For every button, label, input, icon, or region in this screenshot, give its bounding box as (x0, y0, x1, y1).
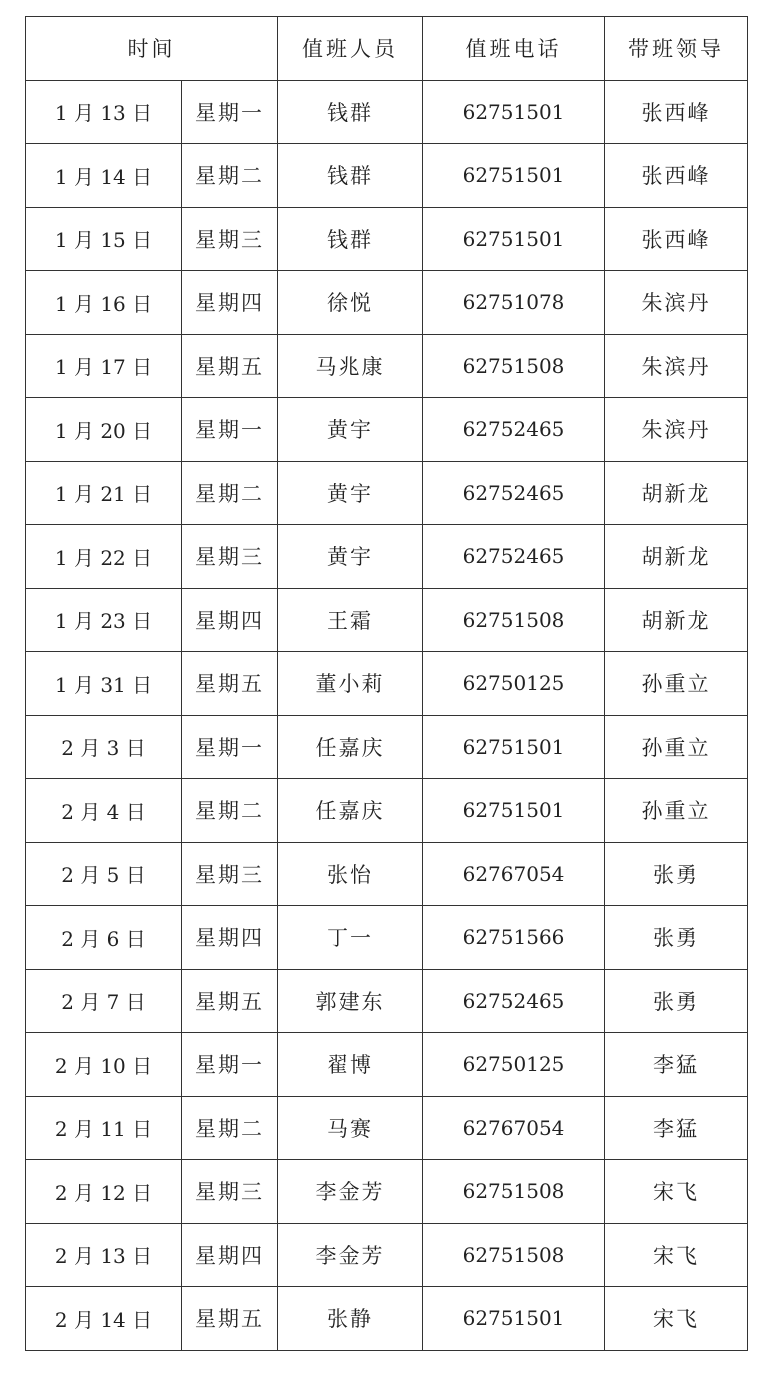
phone-cell: 62751501 (423, 1287, 605, 1351)
person-cell: 丁一 (278, 906, 423, 970)
person-cell: 张怡 (278, 842, 423, 906)
weekday-cell: 星期三 (182, 207, 278, 271)
leader-cell: 朱滨丹 (605, 334, 748, 398)
leader-cell: 胡新龙 (605, 588, 748, 652)
date-cell: 1 月 20 日 (26, 398, 182, 462)
table-row (26, 207, 748, 271)
weekday-cell: 星期三 (182, 842, 278, 906)
table-row (26, 1223, 748, 1287)
person-cell: 钱群 (278, 207, 423, 271)
table-row (26, 842, 748, 906)
leader-cell: 张西峰 (605, 144, 748, 208)
duty-schedule-table (25, 16, 748, 1351)
table-row (26, 652, 748, 716)
phone-cell: 62751078 (423, 271, 605, 335)
header-phone: 值班电话 (423, 17, 605, 81)
phone-cell: 62751508 (423, 334, 605, 398)
table-row (26, 1096, 748, 1160)
table-row (26, 588, 748, 652)
phone-cell: 62751508 (423, 1160, 605, 1224)
date-cell: 1 月 22 日 (26, 525, 182, 589)
leader-cell: 张勇 (605, 969, 748, 1033)
weekday-cell: 星期二 (182, 144, 278, 208)
person-cell: 翟博 (278, 1033, 423, 1097)
phone-cell: 62751508 (423, 1223, 605, 1287)
date-cell: 1 月 21 日 (26, 461, 182, 525)
weekday-cell: 星期一 (182, 80, 278, 144)
date-cell: 2 月 10 日 (26, 1033, 182, 1097)
weekday-cell: 星期五 (182, 969, 278, 1033)
date-cell: 2 月 5 日 (26, 842, 182, 906)
table-header (26, 17, 748, 81)
weekday-cell: 星期四 (182, 1223, 278, 1287)
weekday-cell: 星期三 (182, 1160, 278, 1224)
leader-cell: 孙重立 (605, 779, 748, 843)
table-row (26, 461, 748, 525)
date-cell: 2 月 13 日 (26, 1223, 182, 1287)
person-cell: 任嘉庆 (278, 779, 423, 843)
person-cell: 李金芳 (278, 1160, 423, 1224)
weekday-cell: 星期一 (182, 1033, 278, 1097)
weekday-cell: 星期五 (182, 652, 278, 716)
weekday-cell: 星期四 (182, 588, 278, 652)
leader-cell: 朱滨丹 (605, 271, 748, 335)
person-cell: 钱群 (278, 144, 423, 208)
weekday-cell: 星期一 (182, 398, 278, 462)
table-row (26, 1033, 748, 1097)
weekday-cell: 星期二 (182, 779, 278, 843)
person-cell: 任嘉庆 (278, 715, 423, 779)
date-cell: 2 月 11 日 (26, 1096, 182, 1160)
phone-cell: 62752465 (423, 969, 605, 1033)
phone-cell: 62751501 (423, 144, 605, 208)
person-cell: 马兆康 (278, 334, 423, 398)
weekday-cell: 星期一 (182, 715, 278, 779)
phone-cell: 62751501 (423, 715, 605, 779)
table-row (26, 525, 748, 589)
person-cell: 李金芳 (278, 1223, 423, 1287)
phone-cell: 62751566 (423, 906, 605, 970)
leader-cell: 张勇 (605, 842, 748, 906)
phone-cell: 62751508 (423, 588, 605, 652)
date-cell: 2 月 12 日 (26, 1160, 182, 1224)
phone-cell: 62752465 (423, 398, 605, 462)
header-row (26, 17, 748, 81)
table-row (26, 1287, 748, 1351)
person-cell: 黄宇 (278, 525, 423, 589)
phone-cell: 62752465 (423, 525, 605, 589)
person-cell: 王霜 (278, 588, 423, 652)
leader-cell: 宋飞 (605, 1223, 748, 1287)
table-row (26, 779, 748, 843)
person-cell: 郭建东 (278, 969, 423, 1033)
person-cell: 黄宇 (278, 461, 423, 525)
weekday-cell: 星期四 (182, 271, 278, 335)
header-leader: 带班领导 (605, 17, 748, 81)
phone-cell: 62767054 (423, 1096, 605, 1160)
table-row (26, 969, 748, 1033)
date-cell: 1 月 16 日 (26, 271, 182, 335)
leader-cell: 张西峰 (605, 207, 748, 271)
date-cell: 1 月 31 日 (26, 652, 182, 716)
phone-cell: 62750125 (423, 652, 605, 716)
person-cell: 徐悦 (278, 271, 423, 335)
person-cell: 董小莉 (278, 652, 423, 716)
table-row (26, 271, 748, 335)
header-person: 值班人员 (278, 17, 423, 81)
date-cell: 1 月 15 日 (26, 207, 182, 271)
date-cell: 2 月 6 日 (26, 906, 182, 970)
person-cell: 黄宇 (278, 398, 423, 462)
table-body (26, 80, 748, 1350)
date-cell: 1 月 14 日 (26, 144, 182, 208)
phone-cell: 62751501 (423, 779, 605, 843)
date-cell: 2 月 4 日 (26, 779, 182, 843)
leader-cell: 张西峰 (605, 80, 748, 144)
leader-cell: 宋飞 (605, 1287, 748, 1351)
weekday-cell: 星期二 (182, 1096, 278, 1160)
table-row (26, 398, 748, 462)
leader-cell: 孙重立 (605, 652, 748, 716)
leader-cell: 李猛 (605, 1033, 748, 1097)
phone-cell: 62767054 (423, 842, 605, 906)
date-cell: 1 月 23 日 (26, 588, 182, 652)
weekday-cell: 星期五 (182, 334, 278, 398)
weekday-cell: 星期四 (182, 906, 278, 970)
weekday-cell: 星期二 (182, 461, 278, 525)
leader-cell: 孙重立 (605, 715, 748, 779)
phone-cell: 62750125 (423, 1033, 605, 1097)
header-time: 时间 (26, 17, 278, 81)
leader-cell: 宋飞 (605, 1160, 748, 1224)
phone-cell: 62752465 (423, 461, 605, 525)
date-cell: 1 月 13 日 (26, 80, 182, 144)
table-row (26, 334, 748, 398)
table-row (26, 715, 748, 779)
person-cell: 张静 (278, 1287, 423, 1351)
leader-cell: 胡新龙 (605, 461, 748, 525)
weekday-cell: 星期五 (182, 1287, 278, 1351)
leader-cell: 朱滨丹 (605, 398, 748, 462)
leader-cell: 胡新龙 (605, 525, 748, 589)
leader-cell: 张勇 (605, 906, 748, 970)
leader-cell: 李猛 (605, 1096, 748, 1160)
date-cell: 2 月 7 日 (26, 969, 182, 1033)
phone-cell: 62751501 (423, 207, 605, 271)
date-cell: 2 月 14 日 (26, 1287, 182, 1351)
table-row (26, 80, 748, 144)
weekday-cell: 星期三 (182, 525, 278, 589)
person-cell: 马赛 (278, 1096, 423, 1160)
table-row (26, 1160, 748, 1224)
date-cell: 2 月 3 日 (26, 715, 182, 779)
person-cell: 钱群 (278, 80, 423, 144)
table-row (26, 144, 748, 208)
phone-cell: 62751501 (423, 80, 605, 144)
date-cell: 1 月 17 日 (26, 334, 182, 398)
table-row (26, 906, 748, 970)
